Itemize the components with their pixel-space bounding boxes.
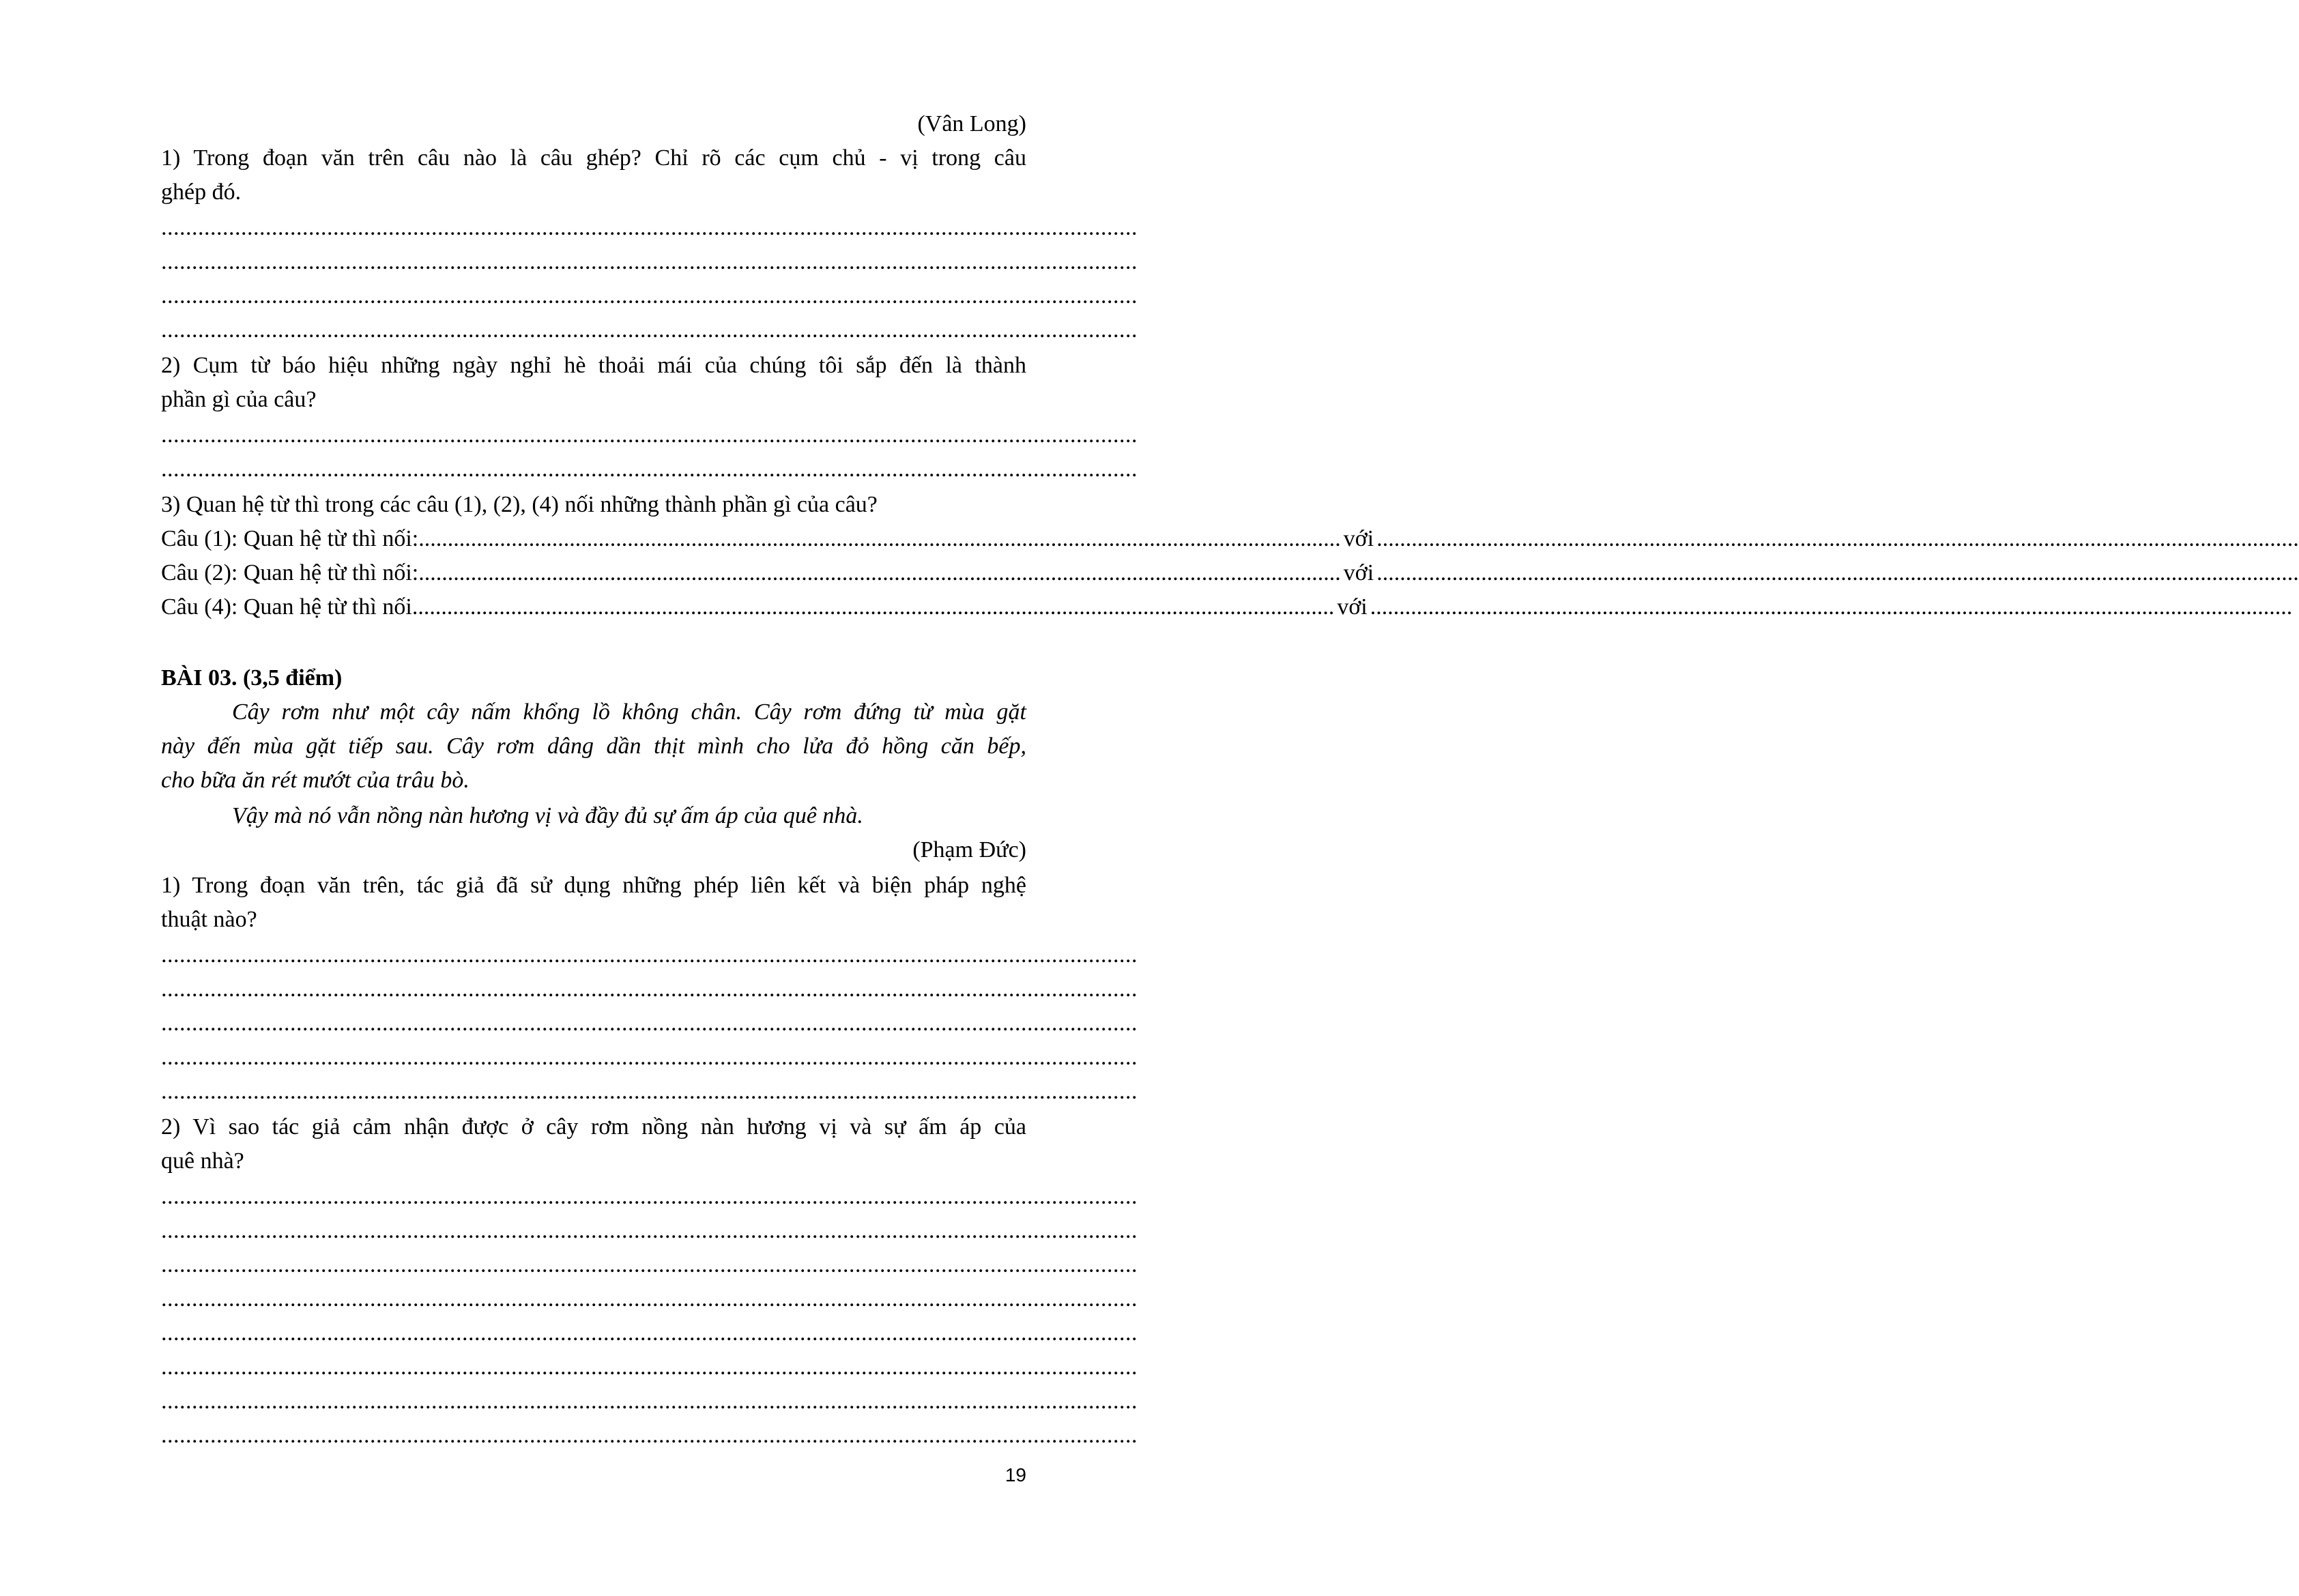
section-question-2-line-1: 2) Vì sao tác giả cảm nhận được ở cây rơm nồng nàn hương vị và sự ấm áp của (161, 1114, 1026, 1140)
answer-line[interactable]: ............................................................................................................................................................... (161, 942, 1138, 968)
answer-line[interactable]: ............................................................................................................................................................... (161, 1079, 1138, 1104)
question-3-row-4 (161, 591, 2293, 624)
attribution-van-long: (Vân Long) (917, 111, 1026, 136)
answer-line[interactable]: ............................................................................................................................................................... (161, 215, 1138, 240)
answer-line[interactable]: ............................................................................................................................................................... (161, 456, 1138, 482)
answer-line[interactable]: ............................................................................................................................................................... (161, 1184, 1138, 1209)
row-joiner: với (1337, 594, 1368, 620)
question-2-line-2: phần gì của câu? (161, 387, 317, 412)
page-number: 19 (1004, 1464, 1026, 1485)
attribution-pham-duc: (Phạm Đức) (912, 837, 1026, 862)
section-question-2-line-2: quê nhà? (161, 1148, 244, 1174)
row-joiner: với (1343, 560, 1374, 585)
question-3-row-1 (161, 523, 2299, 555)
section-question-1-line-1: 1) Trong đoạn văn trên, tác giả đã sử dụng những phép liên kết và biện pháp nghệ (161, 873, 1026, 898)
answer-line[interactable]: ............................................................................................................................................................... (161, 1045, 1138, 1070)
question-1-line-1: 1) Trong đoạn văn trên câu nào là câu ghép? Chỉ rõ các cụm chủ - vị trong câu (161, 145, 1026, 171)
blank-field[interactable]: ............................................................................................................................................................... (418, 560, 1341, 585)
row-label: Câu (4): Quan hệ từ thì nối (161, 594, 412, 620)
blank-field[interactable]: ............................................................................................................................................................... (1376, 526, 2299, 551)
answer-line[interactable]: ............................................................................................................................................................... (161, 1218, 1138, 1243)
row-label: Câu (2): Quan hệ từ thì nối: (161, 560, 419, 585)
blank-field[interactable]: ............................................................................................................................................................... (1370, 594, 2293, 620)
section-question-1-line-2: thuật nào? (161, 907, 257, 932)
row-joiner: với (1343, 526, 1374, 551)
answer-line[interactable]: ............................................................................................................................................................... (161, 1389, 1138, 1414)
answer-line[interactable]: ............................................................................................................................................................... (161, 1252, 1138, 1277)
question-2-line-1: 2) Cụm từ báo hiệu những ngày nghỉ hè thoải mái của chúng tôi sắp đến là thành (161, 353, 1026, 378)
blank-field[interactable]: ............................................................................................................................................................... (411, 594, 1335, 620)
question-3-row-2 (161, 557, 2299, 590)
answer-line[interactable]: ............................................................................................................................................................... (161, 422, 1138, 448)
passage-line-1: Cây rơm như một cây nấm khổng lồ không chân. Cây rơm đứng từ mùa gặt (232, 699, 1026, 725)
answer-line[interactable]: ............................................................................................................................................................... (161, 1320, 1138, 1346)
passage-line-3: cho bữa ăn rét mướt của trâu bò. (161, 768, 469, 793)
row-label: Câu (1): Quan hệ từ thì nối: (161, 526, 419, 551)
blank-field[interactable]: ............................................................................................................................................................... (418, 526, 1341, 551)
answer-line[interactable]: ............................................................................................................................................................... (161, 1011, 1138, 1036)
answer-line[interactable]: ............................................................................................................................................................... (161, 283, 1138, 308)
answer-line[interactable]: ............................................................................................................................................................... (161, 976, 1138, 1002)
answer-line[interactable]: ............................................................................................................................................................... (161, 317, 1138, 343)
passage-line-4: Vậy mà nó vẫn nồng nàn hương vị và đầy đủ sự ấm áp của quê nhà. (232, 803, 863, 828)
section-title: BÀI 03. (3,5 điểm) (161, 665, 343, 691)
question-1-line-2: ghép đó. (161, 179, 242, 205)
passage-line-2: này đến mùa gặt tiếp sau. Cây rơm dâng dần thịt mình cho lửa đỏ hồng căn bếp, (161, 734, 1026, 759)
answer-line[interactable]: ............................................................................................................................................................... (161, 1423, 1138, 1448)
blank-field[interactable]: ............................................................................................................................................................... (1376, 560, 2299, 585)
answer-line[interactable]: ............................................................................................................................................................... (161, 249, 1138, 274)
question-3-line-1: 3) Quan hệ từ thì trong các câu (1), (2), (4) nối những thành phần gì của câu? (161, 492, 878, 517)
answer-line[interactable]: ............................................................................................................................................................... (161, 1354, 1138, 1380)
answer-line[interactable]: ............................................................................................................................................................... (161, 1286, 1138, 1311)
